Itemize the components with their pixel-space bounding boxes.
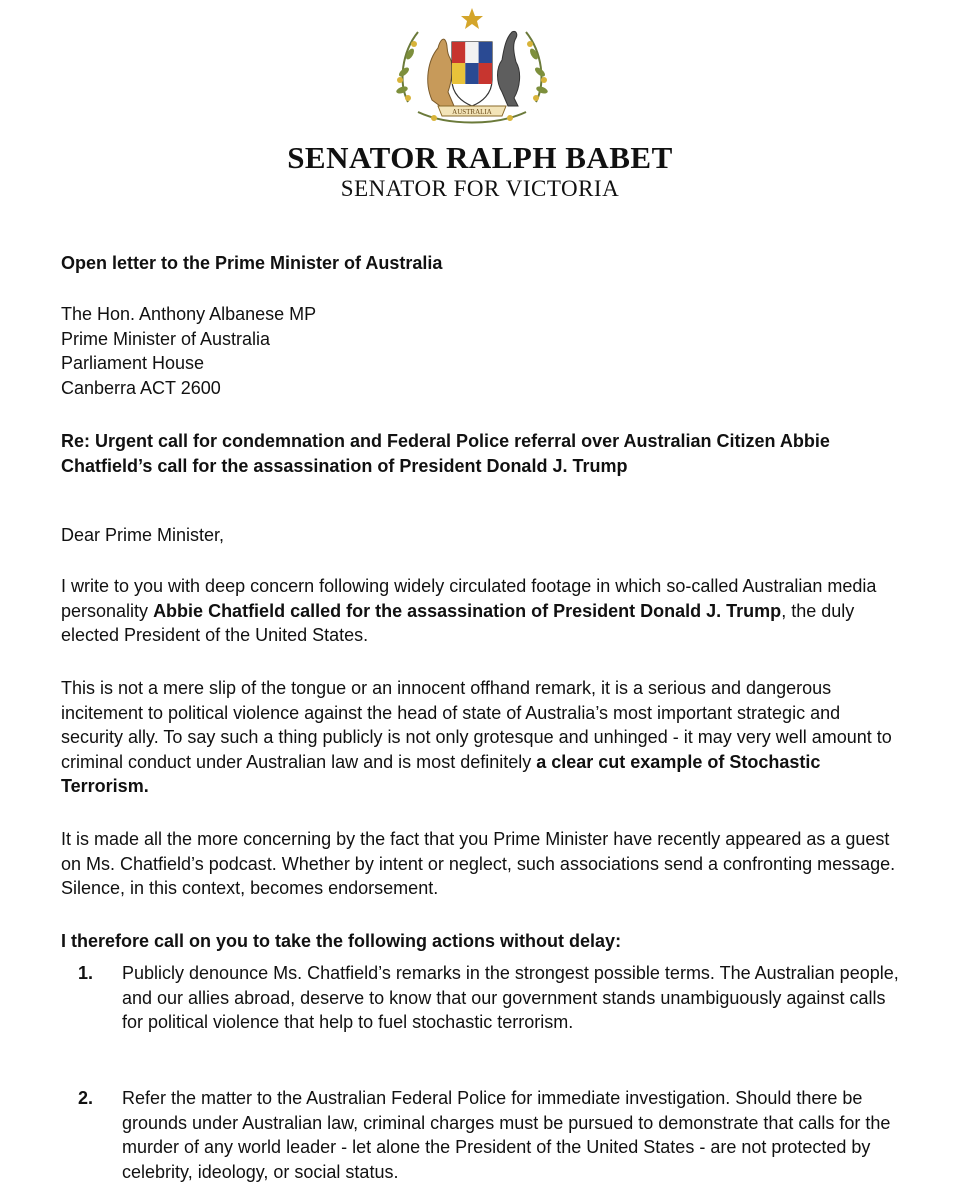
sender-title: SENATOR FOR VICTORIA: [340, 176, 620, 201]
address-line: Parliament House: [61, 353, 205, 373]
address-line: The Hon. Anthony Albanese MP: [61, 304, 317, 324]
subject-line: Re: Urgent call for condemnation and Federal Police referral over Australian Citizen Abbie Chatfield’s call for the assassination of President Donald J. Trump: [61, 431, 830, 476]
paragraph-3: It is made all the more concerning by the fact that you Prime Minister have recently appeared as a guest on Ms. Chatfield’s podcast. Whether by intent or neglect, such associations send a confronting message. Silence, in this context, becomes endorsement.: [61, 829, 896, 898]
recipient-address: [61, 302, 901, 400]
coat-of-arms-crest: [388, 2, 556, 134]
action-item-text: Refer the matter to the Australian Federal Police for immediate investigation. Should there be grounds under Australian law, criminal charges must be pursued to demonstrate that calls for the murder of any world leader - let alone the President of the United States - are not protected by celebrity, ideology, or social status.: [122, 1088, 891, 1182]
salutation: Dear Prime Minister,: [61, 525, 225, 545]
paragraph-1: [61, 574, 901, 648]
paragraph-1-text: I write to you with deep concern following widely circulated footage in which so-called Australian media personality: [61, 576, 877, 621]
action-item-text: Publicly denounce Ms. Chatfield’s remarks in the strongest possible terms. The Australian people, and our allies abroad, deserve to know that our government stands unambiguously against calls for political violence that help to fuel stochastic terrorism.: [122, 963, 899, 1032]
letter-heading: Open letter to the Prime Minister of Australia: [61, 253, 443, 273]
address-line: Prime Minister of Australia: [61, 328, 271, 349]
paragraph-2-emphasis: a clear cut example of Stochastic Terrorism.: [61, 751, 821, 796]
address-line: Canberra ACT 2600: [61, 377, 221, 398]
sender-name: SENATOR RALPH BABET: [287, 140, 673, 175]
crest-motto: AUSTRALIA: [452, 108, 492, 116]
paragraph-2: [61, 676, 901, 799]
action-number: 2.: [78, 1088, 94, 1108]
paragraph-1-emphasis: Abbie Chatfield called for the assassination of President Donald J. Trump: [153, 600, 782, 621]
actions-heading: I therefore call on you to take the following actions without delay:: [61, 931, 622, 951]
paragraph-1-text-end: , the duly elected President of the United States.: [61, 600, 855, 645]
paragraph-2-text: This is not a mere slip of the tongue or an innocent offhand remark, it is a serious and dangerous incitement to political violence against the head of state of Australia’s most important strategic and security ally. To say such a thing publicly is not only grotesque and unhinged - it may very well amount to criminal conduct under Australian law and is most definitely: [61, 678, 892, 772]
action-number: 1.: [78, 963, 94, 983]
